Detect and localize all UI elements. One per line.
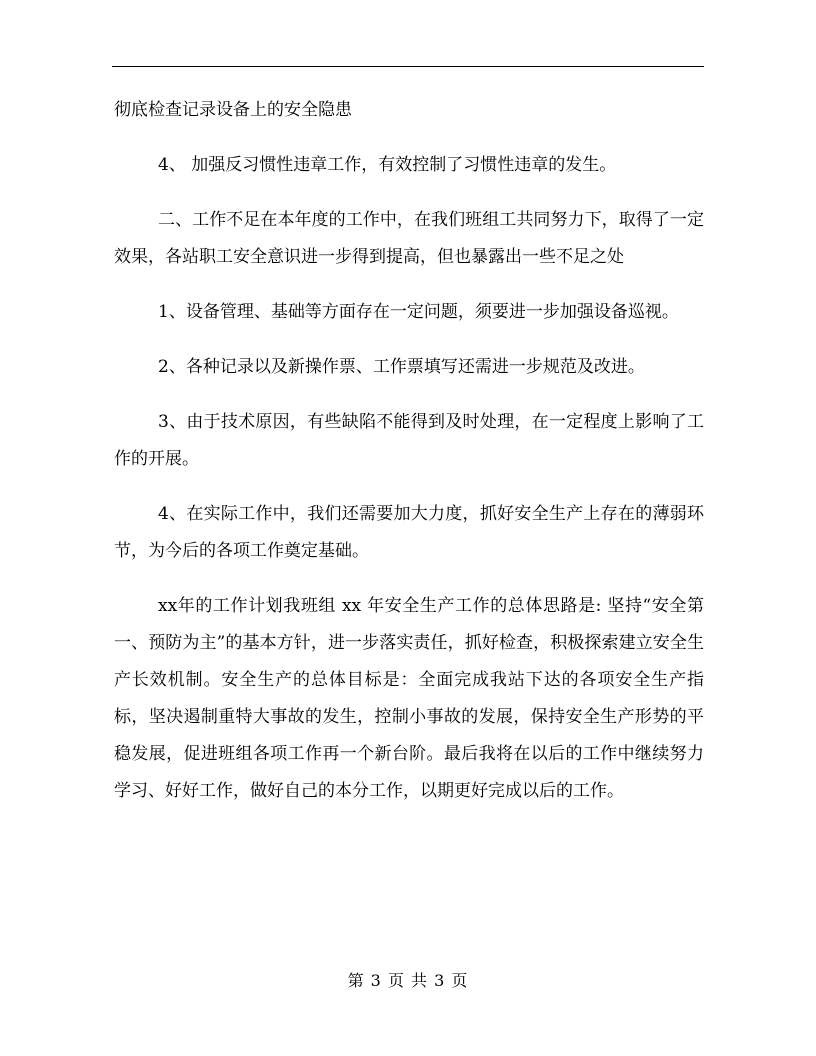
document-body [114, 92, 704, 810]
page-footer: 第 3 页 共 3 页 [347, 971, 469, 990]
paragraph-section-shortcomings: 二、工作不足在本年度的工作中，在我们班组工共同努力下，取得了一定效果，各站职工安全意识进一步得到提高，但也暴露出一些不足之处 [114, 210, 704, 267]
header-rule [112, 66, 704, 67]
paragraph-item-4-habitual-violations: 4、 加强反习惯性违章工作，有效控制了习惯性违章的发生。 [158, 155, 617, 175]
paragraph-item-4-practical-work: 4、在实际工作中，我们还需要加大力度，抓好安全生产上存在的薄弱环节，为今后的各项工作奠定基础。 [114, 504, 704, 561]
paragraph-item-2-records: 2、各种记录以及新操作票、工作票填写还需进一步规范及改进。 [158, 357, 645, 377]
paragraph-item-1-equipment: 1、设备管理、基础等方面存在一定问题，须要进一步加强设备巡视。 [158, 302, 679, 322]
paragraph-item-3-technical: 3、由于技术原因，有些缺陷不能得到及时处理，在一定程度上影响了工作的开展。 [114, 412, 704, 469]
paragraph-continuation: 彻底检查记录设备上的安全隐患 [114, 100, 352, 120]
paragraph-work-plan: xx年的工作计划我班组 xx 年安全生产工作的总体思路是: 坚持“安全第一、预防为主”的基本方针，进一步落实责任，抓好检查，积极探索建立安全生产长效机制。安全生产的总体目标是：全面完成我站下达的各项安全生产指标，坚决遏制重特大事故的发生，控制小事故的发展，保持安全生产形势的平稳发展，促进班组各项工作再一个新台阶。最后我将在以后的工作中继续努力学习、好好工作，做好自己的本分工作，以期更好完成以后的工作。 [114, 596, 704, 801]
